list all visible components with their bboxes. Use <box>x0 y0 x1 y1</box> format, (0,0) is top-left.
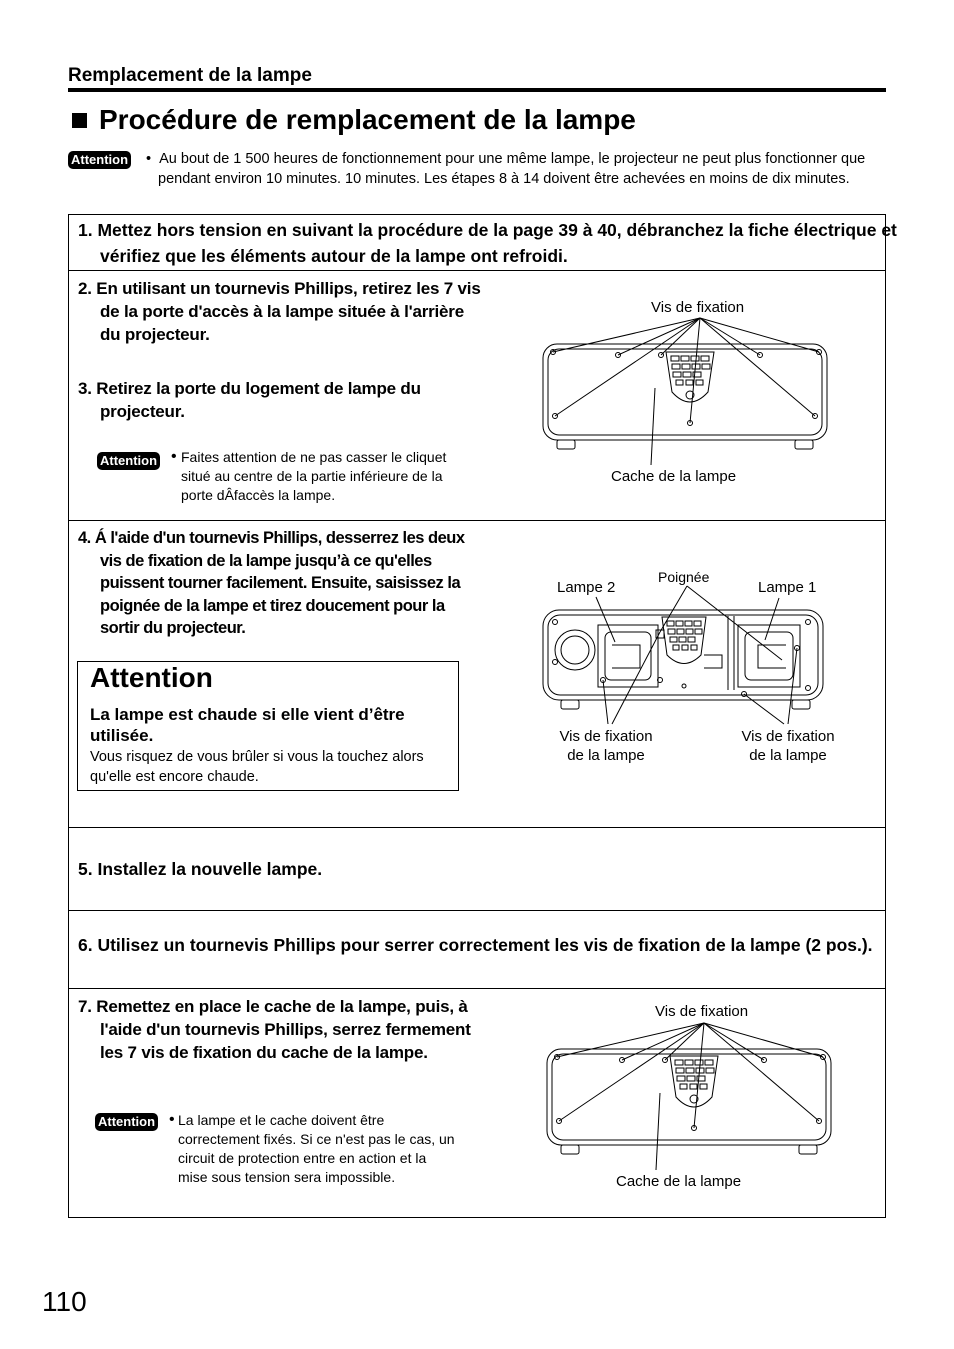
intro-bullet: • <box>146 151 152 167</box>
attention-badge: Attention <box>95 1113 158 1131</box>
step-7: 7. Remettez en place le cache de la lampe, puis, à l'aide d'un tournevis Phillips, serrez fermement les 7 vis de fixation du cache de la lampe. <box>78 997 471 1062</box>
step-3: 3. Retirez la porte du logement de lampe du projecteur. <box>78 379 421 421</box>
step-6: 6. Utilisez un tournevis Phillips pour serrer correctement les vis de fixation de la lampe (2 pos.). <box>78 935 873 955</box>
intro-note-text: Au bout de 1 500 heures de fonctionnement pour une même lampe, le projecteur ne peut plus fonctionner que pendant environ 10 minutes. 10 minutes. Les étapes 8 à 14 doivent être achevées en moins de dix minutes. <box>158 151 866 187</box>
note-bullet: • <box>169 1111 175 1128</box>
step-7-note: La lampe et le cache doivent être correctement fixés. Si ce n'est pas le cas, un circuit de protection entre en action et la mise sous tension sera impossible. <box>178 1112 455 1185</box>
lamp-screw-right-label-line1: Vis de fixation <box>741 728 835 745</box>
attention-badge: Attention <box>97 452 160 470</box>
note-bullet: • <box>171 448 177 465</box>
step-4: 4. Á l'aide d'un tournevis Phillips, desserrez les deux vis de fixation de la lampe jusqu’à ce qu'elles puissent tourner facilement. Ensuite, saisissez la poignée de la lampe et tirez doucement pour la sortir du projecteur. <box>78 529 465 637</box>
lamp-screw-left-label-line1: Vis de fixation <box>559 728 653 745</box>
page-number: 110 <box>42 1286 87 1317</box>
screws-label: Vis de fixation <box>651 299 745 316</box>
lamp-1-label: Lampe 1 <box>758 579 817 596</box>
handle-label: Poignée <box>658 569 710 585</box>
lamp-cover-label: Cache de la lampe <box>616 1173 742 1190</box>
step-1: 1. Mettez hors tension en suivant la procédure de la page 39 à 40, débranchez la fiche électrique et vérifiez que les éléments autour de la lampe ont refroidi. <box>78 220 897 266</box>
lamp-screw-right-label-line2: de la lampe <box>749 747 827 764</box>
caution-title: Attention <box>90 662 213 693</box>
lamp-screw-left-label-line2: de la lampe <box>567 747 645 764</box>
screws-label: Vis de fixation <box>655 1003 749 1020</box>
caution-subtitle: La lampe est chaude si elle vient d’être utilisée. <box>90 705 405 745</box>
page-title-text: Procédure de remplacement de la lampe <box>99 104 636 135</box>
step-3-note: Faites attention de ne pas casser le cliquet situé au centre de la partie inférieure de la porte dÂfaccès la lampe. <box>181 449 447 503</box>
step-2: 2. En utilisant un tournevis Phillips, retirez les 7 vis de la porte d'accès à la lampe située à l'arrière du projecteur. <box>78 279 481 344</box>
section-header: Remplacement de la lampe <box>68 64 886 92</box>
attention-badge: Attention <box>68 151 131 169</box>
lamp-cover-label: Cache de la lampe <box>611 468 737 485</box>
step-5: 5. Installez la nouvelle lampe. <box>78 859 323 879</box>
lamp-2-label: Lampe 2 <box>557 579 616 596</box>
caution-body: Vous risquez de vous brûler si vous la touchez alors qu'elle est encore chaude. <box>90 749 424 785</box>
